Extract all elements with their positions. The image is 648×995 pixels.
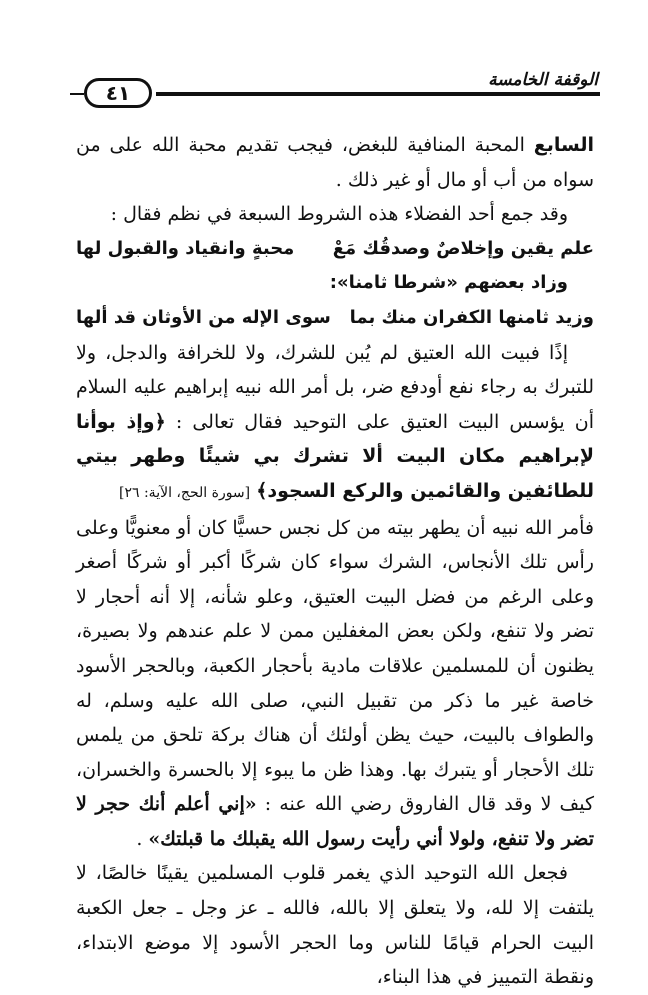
paragraph-text: إذًا فبيت الله العتيق لم يُبن للشرك، ولا للخرافة والدجل، ولا للتبرك به رجاء نفع أودفع ضر، بل أمر الله نبيه إبراهيم عليه السلام أن يؤسس البيت العتيق على التوحيد فقال تعالى : xyxy=(76,341,594,433)
hadith-quote: «إني أعلم أنك حجر لا تضر ولا تنفع، ولولا أني رأيت رسول الله يقبلك ما قبلتك» xyxy=(76,793,594,850)
paragraph-poem-intro: وقد جمع أحد الفضلاء هذه الشروط السبعة في نظم فقال : xyxy=(110,203,568,226)
poem-verse-2 xyxy=(76,301,594,336)
paragraph-text: فأمر الله نبيه أن يطهر بيته من كل نجس حسيًّا كان أو معنويًّا وعلى رأس تلك الأنجاس، الشرك سواء كان شركًا أكبر أو شركًا أصغر وعلى الرغم من فضل البيت العتيق، وعلو شأنه، إلا أنه أحجار لا تضر ولا تنفع، ولكن بعض المغفلين ممن لا علم عندهم ولا بصيرة، يظنون أن للمسلمين علاقات مادية بأحجار الكعبة، وبالحجر الأسود خاصة غير ما ذكر من تقبيل النبي، صلى الله عليه وسلم، له والطواف بالبيت، حيث يظن أولئك أن هناك بركة تلحق من يلمس تلك الأحجار أو يتبرك بها. وهذا ظن ما يبوء إلا بالحسرة والخسران، كيف لا وقد قال الفاروق رضي الله عنه : xyxy=(76,516,594,816)
running-title: الوقفة الخامسة xyxy=(488,70,598,90)
verse-first-half: علم يقين وإخلاصٌ وصدقُك مَعْ xyxy=(332,237,594,259)
paragraph-kaaba-tawhid xyxy=(76,336,594,511)
paragraph-end: . xyxy=(136,827,143,850)
poem-verse-1 xyxy=(76,232,594,267)
paragraph-lead: السابع xyxy=(533,134,594,156)
quran-verse: ﴿وإذ بوأنا لإبراهيم مكان البيت ألا تشرك بي شيئًا وطهر بيتي للطائفين والقائمين والركع السجود﴾ xyxy=(76,410,594,502)
verse-second-half: محبةٍ وانقياد والقبول لها xyxy=(76,237,295,259)
page-header xyxy=(70,72,600,112)
surah-reference: [سورة الحج، الآية: ٢٦] xyxy=(119,484,251,501)
header-rule xyxy=(156,92,600,96)
paragraph-seventh-condition xyxy=(76,128,594,197)
paragraph-text: المحبة المنافية للبغض، فيجب تقديم محبة الله على من سواه من أب أو مال أو غير ذلك . xyxy=(76,134,594,191)
subheading-eighth-condition: وزاد بعضهم «شرطا ثامنا»: xyxy=(329,272,568,294)
verse-second-half: سوى الإله من الأوثان قد ألها xyxy=(76,306,331,328)
paragraph-conclusion: فجعل الله التوحيد الذي يغمر قلوب المسلمين يقينًا خالصًا، لا يلتفت إلا لله، ولا يتعلق إلا بالله، فالله ـ عز وجل ـ جعل الكعبة البيت الحرام قيامًا للناس وما الحجر الأسود إلا موضع الابتداء، ونقطة التمييز في هذا البناء، xyxy=(76,862,594,989)
header-rule-end xyxy=(70,93,84,95)
paragraph-purification xyxy=(76,511,594,857)
page-body xyxy=(76,128,594,995)
verse-first-half: وزيد ثامنها الكفران منك بما xyxy=(349,306,594,328)
page-number: ٤١ xyxy=(84,78,152,108)
